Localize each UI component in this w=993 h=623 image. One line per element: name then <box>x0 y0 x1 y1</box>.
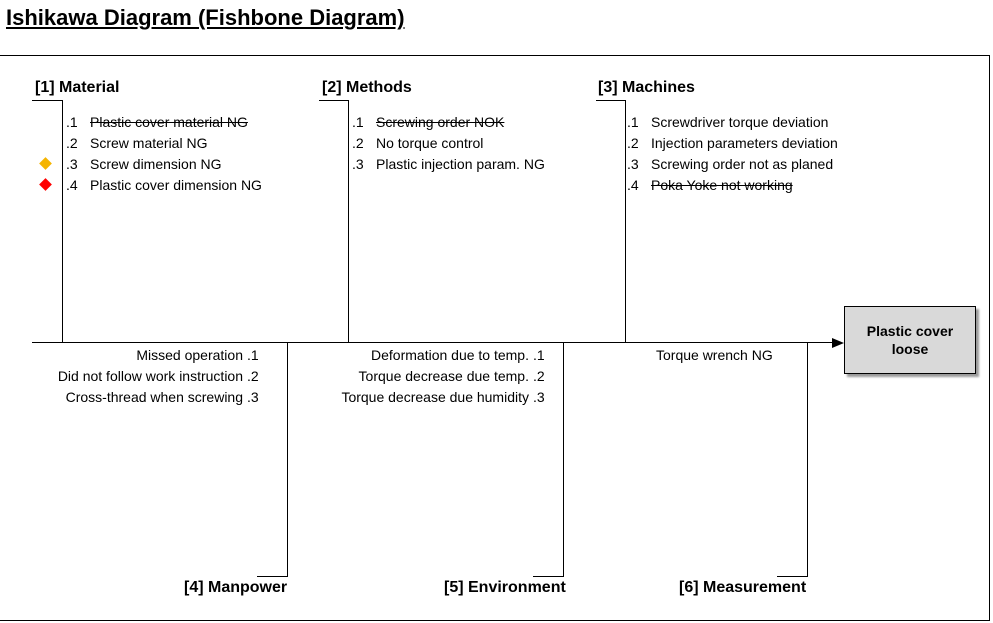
cause-number: .1 <box>66 114 78 130</box>
cause-text: Screw material NG <box>90 135 208 151</box>
category-machines-label: [3] Machines <box>598 79 695 96</box>
material-cause-2 <box>66 133 207 154</box>
manpower-cause-1 <box>136 345 267 366</box>
cause-number: .1 <box>627 114 639 130</box>
cause-number: .2 <box>627 135 639 151</box>
cause-number: .4 <box>66 177 78 193</box>
cause-text: Plastic cover material NG <box>90 114 248 130</box>
cause-number: .3 <box>533 389 545 405</box>
measurement-bone <box>807 342 808 576</box>
cause-text: Missed operation <box>136 347 243 363</box>
cause-text: Screw dimension NG <box>90 156 222 172</box>
cause-text: Screwing order not as planed <box>651 156 834 172</box>
category-manpower-label: [4] Manpower <box>184 579 288 596</box>
methods-cause-2 <box>352 133 483 154</box>
cause-text: Plastic injection param. NG <box>376 156 545 172</box>
cause-text: Poka Yoke not working <box>651 177 793 193</box>
methods-cause-1 <box>352 112 504 133</box>
machines-cause-3 <box>627 154 833 175</box>
methods-cause-3 <box>352 154 545 175</box>
cause-text: Cross-thread when screwing <box>65 389 243 405</box>
material-cause-3 <box>66 154 222 175</box>
cause-text: No torque control <box>376 135 484 151</box>
cause-text: Screwdriver torque deviation <box>651 114 829 130</box>
manpower-cause-2 <box>58 366 267 387</box>
cause-text: Plastic cover dimension NG <box>90 177 262 193</box>
measurement-underline <box>777 576 808 577</box>
cause-text: Torque decrease due humidity <box>341 389 529 405</box>
effect-text: Plastic cover loose <box>866 323 954 357</box>
machines-cause-1 <box>627 112 828 133</box>
machines-cause-2 <box>627 133 838 154</box>
manpower-bone <box>287 342 288 576</box>
cause-number: .3 <box>352 156 364 172</box>
cause-number: .1 <box>533 347 545 363</box>
diagram-title: Ishikawa Diagram (Fishbone Diagram) <box>6 5 405 30</box>
measurement-cause-1 <box>656 345 773 366</box>
cause-number: .2 <box>66 135 78 151</box>
cause-text: Torque wrench NG <box>656 347 773 363</box>
cause-number: .2 <box>247 368 259 384</box>
machines-bone <box>625 100 626 343</box>
cause-number: .1 <box>247 347 259 363</box>
spine-line <box>32 342 834 343</box>
cause-number: .3 <box>627 156 639 172</box>
cause-text: Deformation due to temp. <box>371 347 529 363</box>
spine-arrowhead <box>832 338 844 348</box>
category-measurement-label: [6] Measurement <box>679 579 807 596</box>
cause-number: .4 <box>627 177 639 193</box>
cause-number: .2 <box>533 368 545 384</box>
material-bone <box>62 100 63 343</box>
material-cause-1 <box>66 112 248 133</box>
cause-number: .3 <box>247 389 259 405</box>
environment-bone <box>563 342 564 576</box>
category-environment-label: [5] Environment <box>444 579 566 596</box>
machines-cause-4 <box>627 175 793 196</box>
material-cause-4 <box>66 175 262 196</box>
cause-number: .3 <box>66 156 78 172</box>
environment-cause-1 <box>371 345 553 366</box>
cause-number: .2 <box>352 135 364 151</box>
machines-underline <box>596 100 626 101</box>
effect-box <box>844 306 976 374</box>
manpower-cause-3 <box>66 387 267 408</box>
methods-underline <box>319 100 349 101</box>
methods-bone <box>348 100 349 343</box>
cause-text: Torque decrease due temp. <box>358 368 529 384</box>
category-methods-label: [2] Methods <box>322 79 412 96</box>
environment-cause-3 <box>341 387 553 408</box>
environment-underline <box>533 576 564 577</box>
cause-number: .1 <box>352 114 364 130</box>
cause-text: Did not follow work instruction <box>57 368 243 384</box>
manpower-underline <box>257 576 288 577</box>
category-material-label: [1] Material <box>35 79 120 96</box>
material-underline <box>32 100 62 101</box>
cause-text: Screwing order NOK <box>376 114 505 130</box>
cause-text: Injection parameters deviation <box>651 135 838 151</box>
environment-cause-2 <box>359 366 553 387</box>
